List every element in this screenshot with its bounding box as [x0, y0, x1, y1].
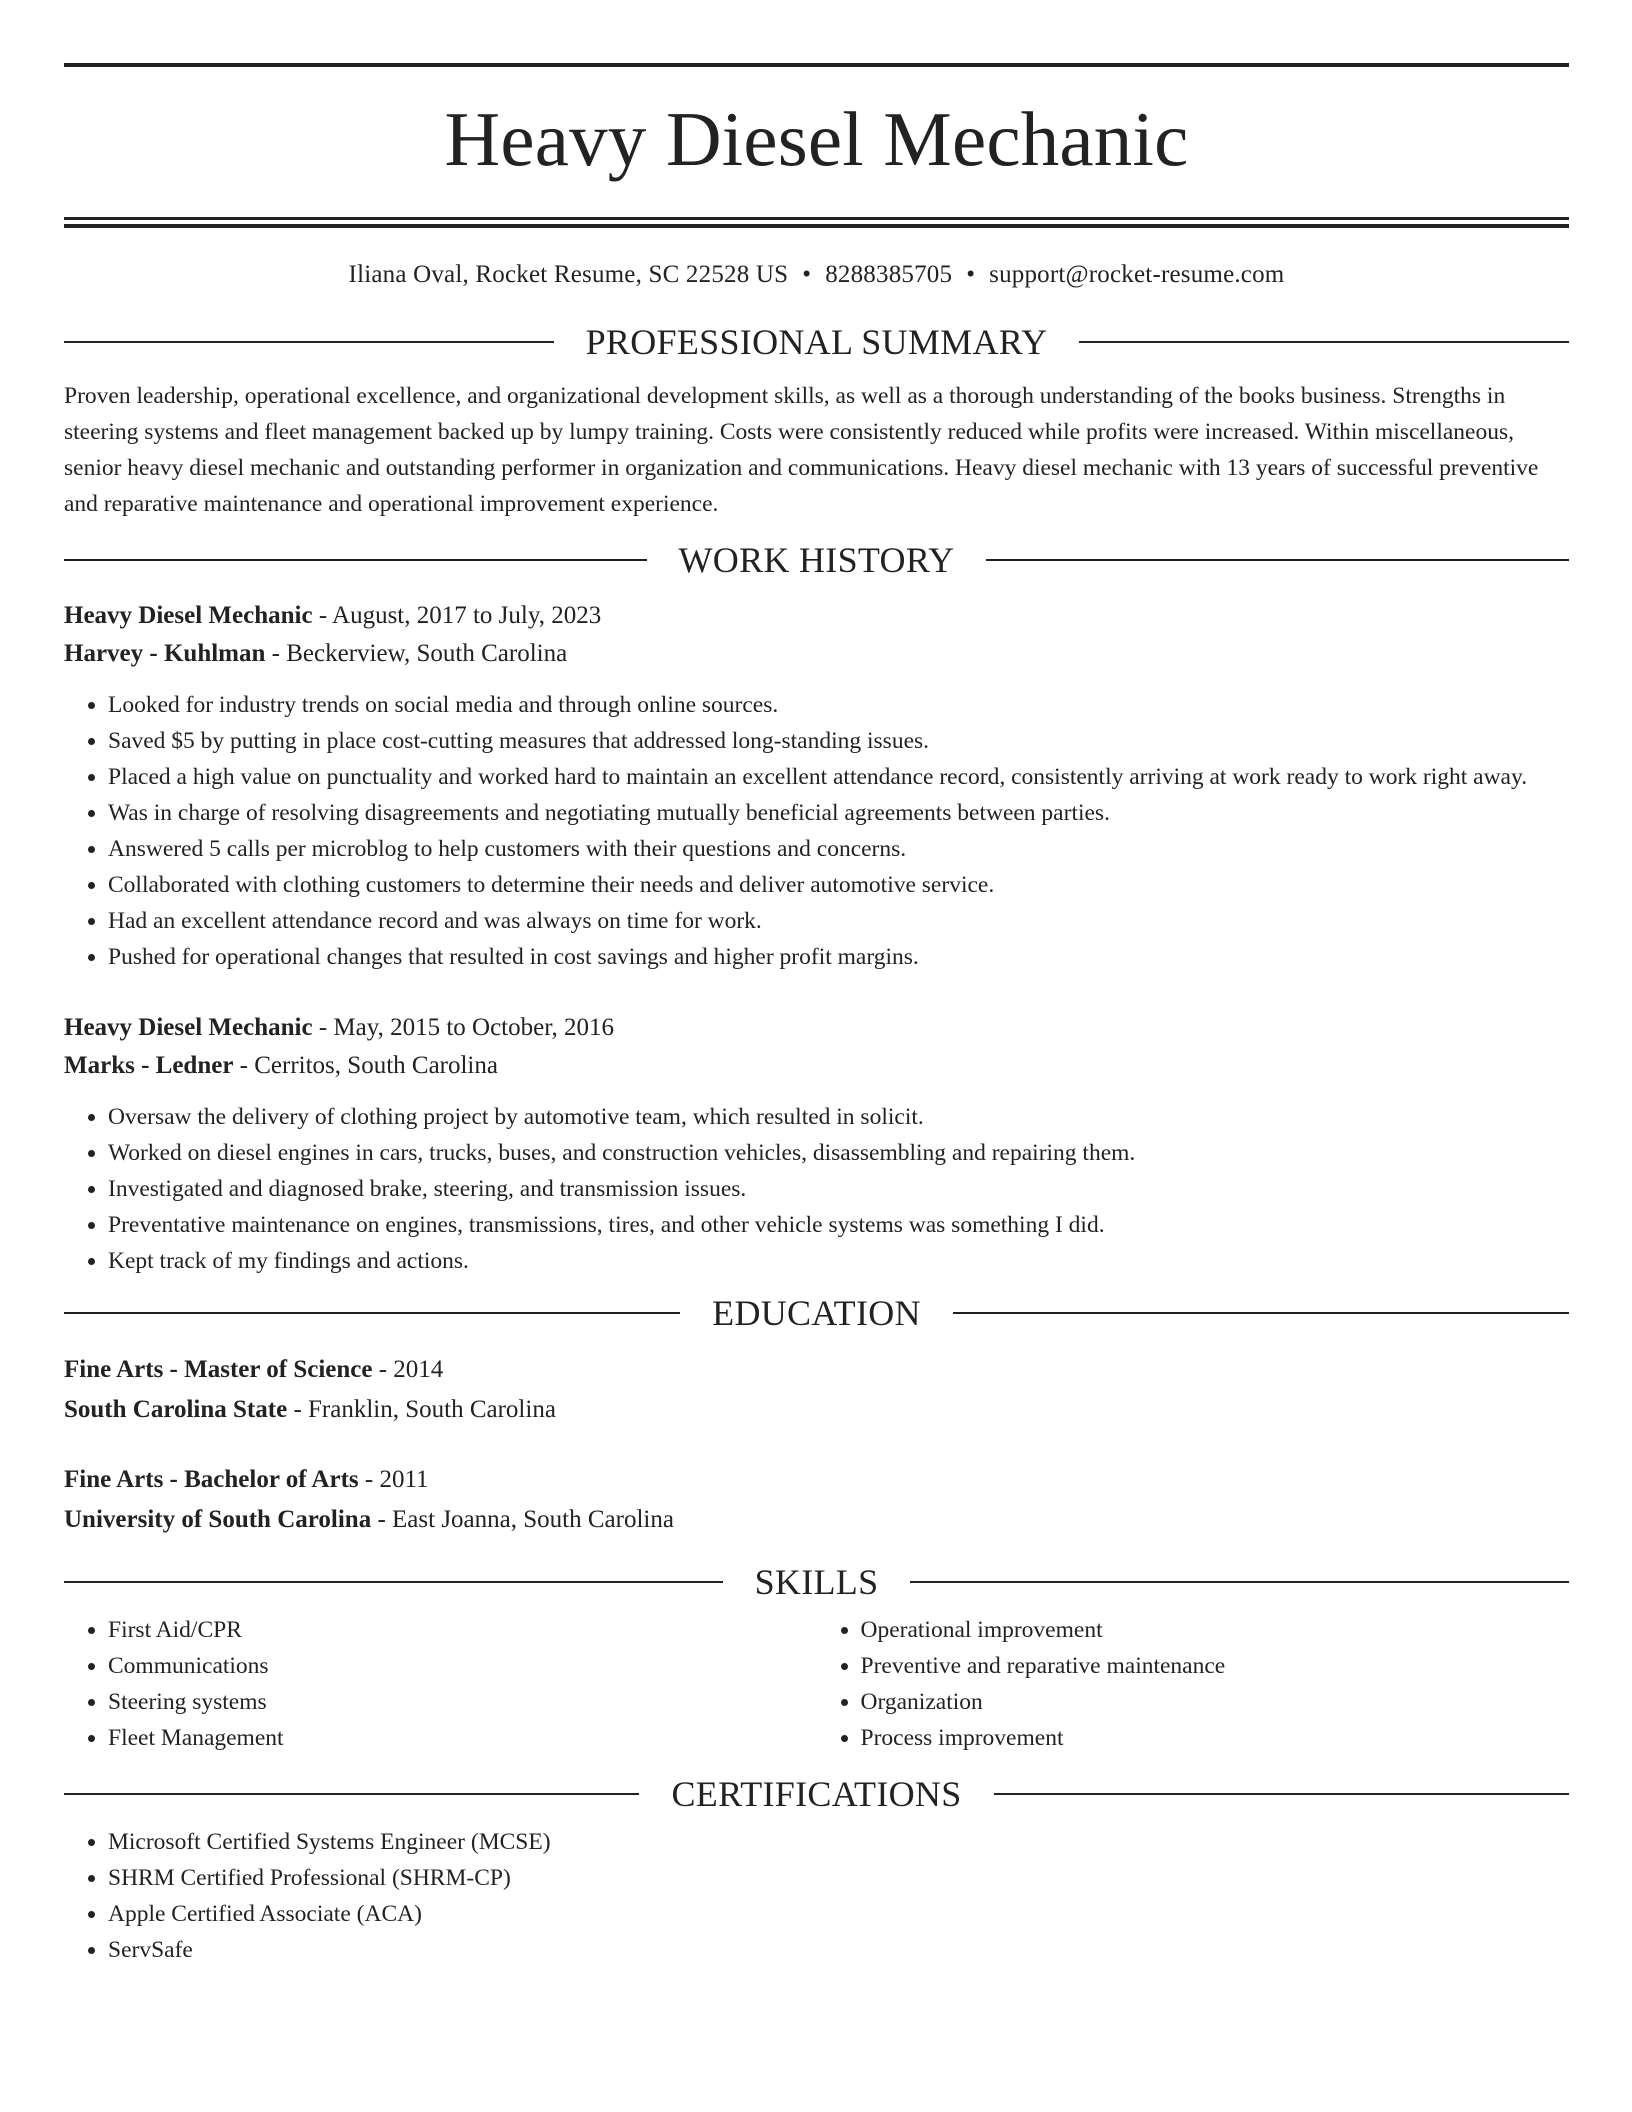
job-title: Heavy Diesel Mechanic — [64, 1014, 313, 1041]
education-degree: Fine Arts - Bachelor of Arts — [64, 1466, 359, 1493]
section-heading-summary — [64, 322, 1569, 362]
job-company-line — [64, 635, 1569, 673]
job-entry — [64, 597, 1569, 975]
skills-list-left — [64, 1612, 817, 1756]
certification-item: • Microsoft Certified Systems Engineer (MCSE) — [108, 1824, 1569, 1860]
contact-phone: 8288385705 — [825, 261, 953, 288]
heading-rule — [64, 1312, 680, 1314]
education-location: - Franklin, South Carolina — [287, 1396, 556, 1423]
section-title: WORK HISTORY — [678, 540, 955, 580]
job-dates: - August, 2017 to July, 2023 — [312, 602, 602, 629]
job-location: - Beckerview, South Carolina — [265, 640, 568, 667]
heading-rule — [64, 341, 554, 343]
title-double-rule — [64, 217, 1569, 228]
certification-item: • SHRM Certified Professional (SHRM-CP) — [108, 1860, 1569, 1896]
job-dates: - May, 2015 to October, 2016 — [312, 1014, 615, 1041]
heading-rule — [1079, 341, 1569, 343]
list-item: • Pushed for operational changes that resulted in cost savings and higher profit margins. — [108, 939, 1569, 975]
job-bullets — [64, 687, 1569, 975]
certification-item: • ServSafe — [108, 1932, 1569, 1968]
list-item: • Worked on diesel engines in cars, trucks, buses, and construction vehicles, disassembling and repairing them. — [108, 1135, 1569, 1171]
top-rule — [64, 63, 1569, 67]
job-company-line — [64, 1047, 1569, 1085]
heading-rule — [994, 1793, 1569, 1795]
education-school-line — [64, 1390, 1569, 1430]
education-school: South Carolina State — [64, 1396, 288, 1423]
summary-text: Proven leadership, operational excellence, and organizational development skills, as well as a thorough understanding of the books business. Strengths in steering systems and fleet management backed up by lumpy training. Costs were consistently reduced while profits were increased. Within miscellaneous, senior heavy diesel mechanic and outstanding performer in organization and communications. Heavy diesel mechanic with 13 years of successful preventive and reparative maintenance and operational improvement experience. — [64, 383, 1539, 517]
list-item: • Saved $5 by putting in place cost-cutting measures that addressed long-standing issues. — [108, 723, 1569, 759]
job-bullets — [64, 1099, 1569, 1279]
education-school: University of South Carolina — [64, 1506, 372, 1533]
list-item: • Had an excellent attendance record and was always on time for work. — [108, 903, 1569, 939]
job-company: Marks - Ledner — [64, 1052, 234, 1079]
job-title-line — [64, 1009, 1569, 1047]
heading-rule — [953, 1312, 1569, 1314]
contact-separator: • — [802, 261, 812, 288]
heading-rule — [64, 559, 647, 561]
skill-item: • Organization — [861, 1684, 1570, 1720]
section-title: SKILLS — [754, 1562, 879, 1602]
education-year: - 2011 — [358, 1466, 429, 1493]
skill-item: • Preventive and reparative maintenance — [861, 1648, 1570, 1684]
section-title: PROFESSIONAL SUMMARY — [585, 322, 1048, 362]
contact-separator: • — [966, 261, 976, 288]
skill-item: • Operational improvement — [861, 1612, 1570, 1648]
job-title: Heavy Diesel Mechanic — [64, 602, 313, 629]
education-entry — [64, 1460, 1569, 1540]
certifications-list — [64, 1824, 1569, 1968]
list-item: • Oversaw the delivery of clothing project by automotive team, which resulted in solicit. — [108, 1099, 1569, 1135]
list-item: • Investigated and diagnosed brake, steering, and transmission issues. — [108, 1171, 1569, 1207]
contact-email: support@rocket-resume.com — [989, 261, 1285, 288]
education-school-line — [64, 1500, 1569, 1540]
skill-item: • Steering systems — [108, 1684, 817, 1720]
list-item: • Collaborated with clothing customers to determine their needs and deliver automotive service. — [108, 867, 1569, 903]
skill-item: • Fleet Management — [108, 1720, 817, 1756]
heading-rule — [64, 1581, 723, 1583]
skills-columns — [64, 1612, 1569, 1756]
contact-address: Iliana Oval, Rocket Resume, SC 22528 US — [348, 261, 789, 288]
list-item: • Was in charge of resolving disagreements and negotiating mutually beneficial agreements between parties. — [108, 795, 1569, 831]
skill-item: • Process improvement — [861, 1720, 1570, 1756]
job-location: - Cerritos, South Carolina — [233, 1052, 498, 1079]
job-entry — [64, 1009, 1569, 1279]
resume-title: Heavy Diesel Mechanic — [444, 96, 1189, 182]
education-degree-line — [64, 1350, 1569, 1390]
section-heading-education — [64, 1293, 1569, 1333]
heading-rule — [910, 1581, 1569, 1583]
list-item: • Answered 5 calls per microblog to help customers with their questions and concerns. — [108, 831, 1569, 867]
job-title-line — [64, 597, 1569, 635]
education-degree-line — [64, 1460, 1569, 1500]
list-item: • Placed a high value on punctuality and worked hard to maintain an excellent attendance record, consistently arriving at work ready to work right away. — [108, 759, 1569, 795]
resume-page — [64, 0, 1569, 1968]
list-item: • Preventative maintenance on engines, transmissions, tires, and other vehicle systems was something I did. — [108, 1207, 1569, 1243]
education-entry — [64, 1350, 1569, 1430]
section-title: EDUCATION — [712, 1293, 921, 1333]
education-location: - East Joanna, South Carolina — [371, 1506, 674, 1533]
list-item: • Kept track of my findings and actions. — [108, 1243, 1569, 1279]
skills-list-right — [817, 1612, 1570, 1756]
section-heading-certifications — [64, 1774, 1569, 1814]
list-item: • Looked for industry trends on social media and through online sources. — [108, 687, 1569, 723]
heading-rule — [986, 559, 1569, 561]
section-heading-work-history — [64, 540, 1569, 580]
certification-item: • Apple Certified Associate (ACA) — [108, 1896, 1569, 1932]
skill-item: • First Aid/CPR — [108, 1612, 817, 1648]
skill-item: • Communications — [108, 1648, 817, 1684]
education-degree: Fine Arts - Master of Science — [64, 1356, 373, 1383]
job-company: Harvey - Kuhlman — [64, 640, 266, 667]
education-year: - 2014 — [372, 1356, 444, 1383]
section-title: CERTIFICATIONS — [671, 1774, 962, 1814]
section-heading-skills — [64, 1562, 1569, 1602]
contact-line — [64, 262, 1569, 287]
heading-rule — [64, 1793, 639, 1795]
